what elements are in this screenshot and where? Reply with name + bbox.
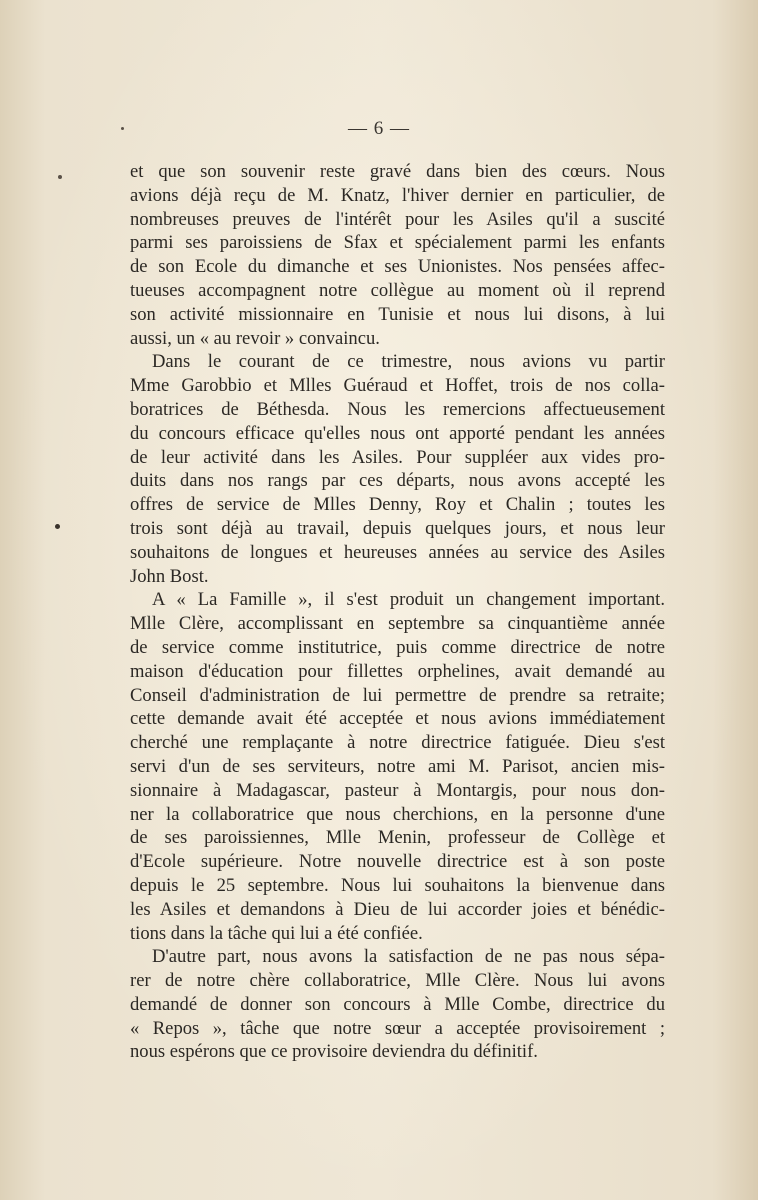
text-line: cette demande avait été acceptée et nous avions immédiatement [130, 708, 665, 730]
text-line: aussi, un « au revoir » convaincu. [130, 327, 380, 349]
text-line: Conseil d'administration de lui permettre de prendre sa retraite; [130, 684, 665, 706]
text-line: ner la collaboratrice que nous cherchions, en la personne d'une [130, 803, 665, 825]
text-line: tions dans la tâche qui lui a été confiée. [130, 922, 423, 944]
paper-speck [55, 524, 60, 529]
text-line: les Asiles et demandons à Dieu de lui accorder joies et bénédic- [130, 898, 665, 920]
text-line: de son Ecole du dimanche et ses Unionistes. Nos pensées affec- [130, 256, 665, 278]
text-line: nous espérons que ce provisoire deviendra du définitif. [130, 1041, 538, 1063]
page-number: — 6 — [348, 118, 410, 139]
text-line: tueuses accompagnent notre collègue au moment où il reprend [130, 279, 665, 301]
text-line: John Bost. [130, 565, 209, 587]
text-line: d'Ecole supérieure. Notre nouvelle directrice est à son poste [130, 851, 665, 873]
text-line: nombreuses preuves de l'intérêt pour les Asiles qu'il a suscité [130, 208, 665, 230]
text-line: servi d'un de ses serviteurs, notre ami M. Parisot, ancien mis- [130, 755, 665, 777]
text-line: de leur activité dans les Asiles. Pour suppléer aux vides pro- [130, 446, 665, 468]
text-line: demandé de donner son concours à Mlle Combe, directrice du [130, 993, 665, 1015]
text-line: depuis le 25 septembre. Nous lui souhaitons la bienvenue dans [130, 874, 665, 896]
text-line: son activité missionnaire en Tunisie et nous lui disons, à lui [130, 303, 665, 325]
paper-speck [58, 175, 62, 179]
text-line: rer de notre chère collaboratrice, Mlle Clère. Nous lui avons [130, 970, 665, 992]
text-line: de service comme institutrice, puis comme directrice de notre [130, 636, 665, 658]
text-line: A « La Famille », il s'est produit un changement important. [152, 589, 665, 611]
text-line: souhaitons de longues et heureuses années au service des Asiles [130, 541, 665, 563]
text-line: sionnaire à Madagascar, pasteur à Montargis, pour nous don- [130, 779, 665, 801]
text-line: offres de service de Mlles Denny, Roy et Chalin ; toutes les [130, 494, 665, 516]
text-line: et que son souvenir reste gravé dans bien des cœurs. Nous [130, 161, 665, 182]
text-line: trois sont déjà au travail, depuis quelques jours, et nous leur [130, 517, 665, 539]
text-line: maison d'éducation pour fillettes orphelines, avait demandé au [130, 660, 665, 682]
text-line: parmi ses paroissiens de Sfax et spécialement parmi les enfants [130, 232, 665, 254]
text-line: du concours efficace qu'elles nous ont apporté pendant les années [130, 422, 665, 444]
text-line: Mlle Clère, accomplissant en septembre sa cinquantième année [130, 613, 665, 635]
body-text [130, 160, 665, 1064]
text-line: duits dans nos rangs par ces départs, nous avons accepté les [130, 470, 665, 492]
text-line: avions déjà reçu de M. Knatz, l'hiver dernier en particulier, de [130, 184, 665, 206]
text-line: Dans le courant de ce trimestre, nous avions vu partir [152, 351, 665, 373]
text-line: de ses paroissiennes, Mlle Menin, professeur de Collège et [130, 827, 665, 849]
text-line: D'autre part, nous avons la satisfaction de ne pas nous sépa- [152, 946, 665, 968]
text-line: « Repos », tâche que notre sœur a acceptée provisoirement ; [130, 1017, 665, 1039]
text-line: cherché une remplaçante à notre directrice fatiguée. Dieu s'est [130, 732, 665, 754]
text-line: Mme Garobbio et Mlles Guéraud et Hoffet, trois de nos colla- [130, 375, 665, 397]
text-line: boratrices de Béthesda. Nous les remercions affectueusement [130, 398, 665, 420]
